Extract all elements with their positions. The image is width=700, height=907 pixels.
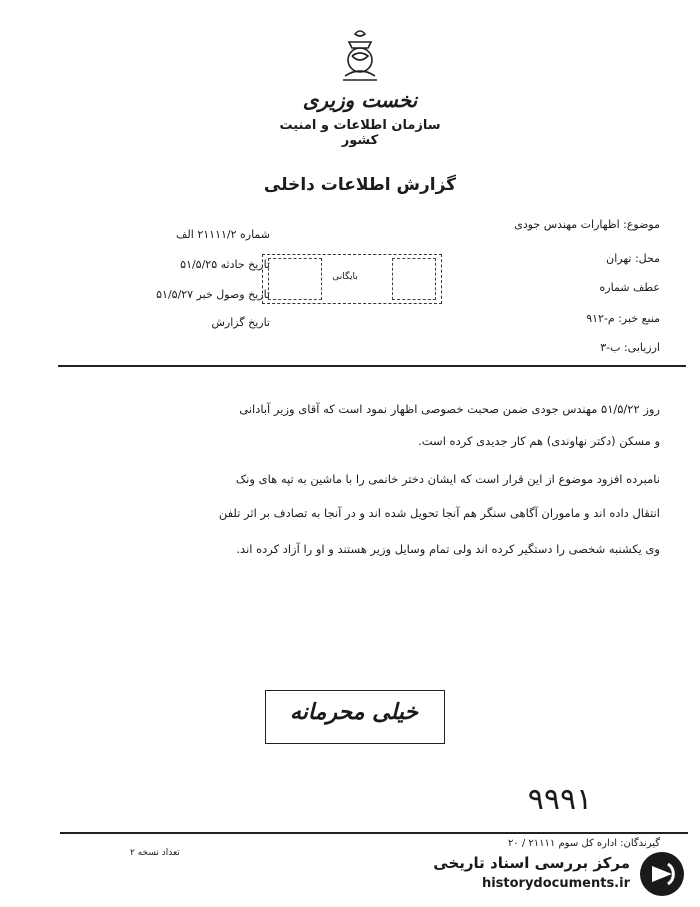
- reference-line: عطف شماره: [599, 281, 660, 294]
- report-title: گزارش اطلاعات داخلی: [263, 175, 457, 195]
- receipt-date-line: تاریخ وصول خبر ۵۱/۵/۲۷: [156, 288, 270, 301]
- org-title: نخست وزیری: [302, 88, 418, 112]
- copies-line: تعداد نسخه ۲: [130, 848, 180, 858]
- subject-line: موضوع: اظهارات مهندس جودی: [514, 218, 660, 231]
- org-subtitle: سازمان اطلاعات و امنیت کشور: [279, 118, 441, 148]
- stamp-right-box: [392, 258, 436, 300]
- classification-label: خیلی محرمانه: [289, 700, 419, 725]
- source-line: منبع خبر: م-۹۱۲: [586, 312, 660, 325]
- receivers-line: گیرندگان: اداره کل سوم ۲۱۱۱۱ / ۲۰: [507, 838, 660, 849]
- evaluation-line: ارزیابی: ب-۳: [600, 341, 660, 354]
- watermark-logo-icon: [640, 852, 684, 896]
- document-number: ۹۹۹۱: [527, 782, 593, 817]
- body-line-1: روز ۵۱/۵/۲۲ مهندس جودی ضمن صحبت خصوصی اظهار نمود است که آقای وزیر آبادانی: [239, 402, 660, 416]
- watermark-text-en: historydocuments.ir: [481, 876, 630, 891]
- header-divider: [58, 365, 686, 367]
- body-line-5: وی یکشنبه شخصی را دستگیر کرده اند ولی تمام وسایل وزیر هستند و او را آزاد کرده اند.: [236, 542, 660, 556]
- watermark-text-fa: مرکز بررسی اسناد تاریخی: [433, 854, 630, 872]
- number-line: شماره ۲۱۱۱۱/۲ الف: [176, 228, 270, 241]
- footer-divider: [60, 832, 688, 834]
- lion-and-sun-emblem-icon: [325, 28, 395, 88]
- report-date-line: تاریخ گزارش: [211, 316, 270, 329]
- body-line-4: انتقال داده اند و ماموران آگاهی سنگر هم آنجا تحویل شده اند و در آنجا به تصادف بر اثر تلفن: [218, 506, 660, 520]
- event-date-line: تاریخ حادثه ۵۱/۵/۲۵: [180, 258, 270, 271]
- stamp-text: بایگانی: [332, 272, 358, 282]
- body-line-2: و مسکن (دکتر نهاوندی) هم کار جدیدی کرده است.: [418, 434, 660, 448]
- location-line: محل: تهران: [606, 252, 660, 265]
- body-line-3: نامبرده افزود موضوع از این قرار است که ایشان دختر خانمی را با ماشین به تپه های ونک: [235, 472, 660, 486]
